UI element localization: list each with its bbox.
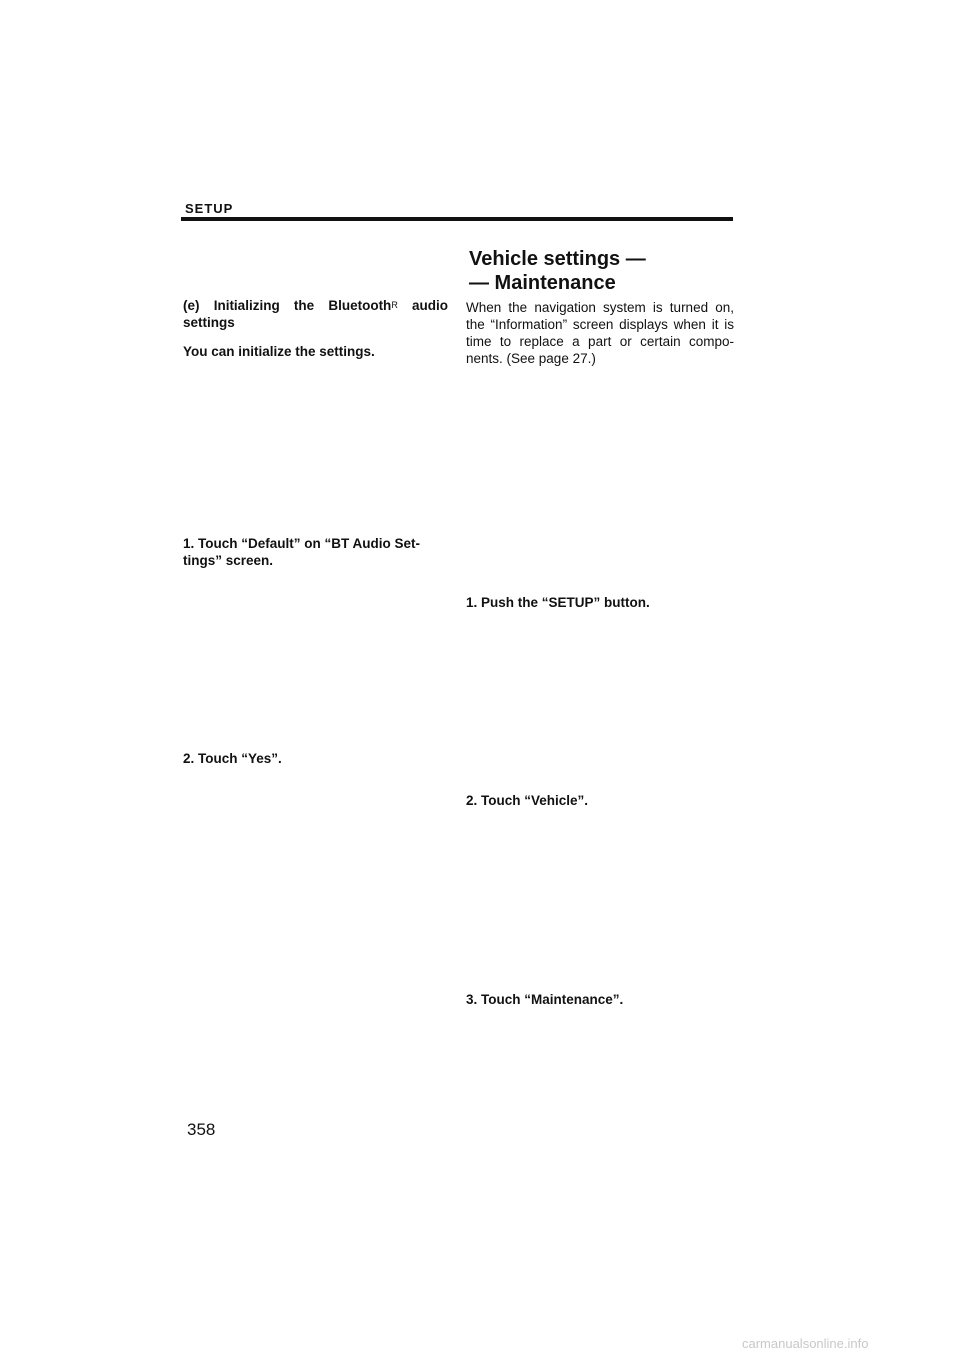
left-step-1 — [183, 535, 420, 569]
right-step-2: 2. Touch “Vehicle”. — [466, 793, 589, 808]
section-title-line-2: — Maintenance — [469, 272, 616, 294]
section-title — [469, 247, 646, 295]
left-step-1-line-2: tings” screen. — [183, 553, 274, 568]
subsection-heading-suffix: audio settings — [183, 298, 449, 330]
header-rule — [181, 217, 733, 221]
left-step-2: 2. Touch “Yes”. — [183, 751, 282, 766]
left-step-1-line-1: 1. Touch “Default” on “BT Audio Set- — [183, 536, 420, 551]
subsection-heading — [183, 297, 448, 331]
watermark: carmanualsonline.info — [742, 1336, 869, 1351]
page-number: 358 — [187, 1120, 216, 1139]
section-header-label: SETUP — [185, 201, 234, 216]
registered-mark: R — [391, 300, 398, 310]
right-step-3: 3. Touch “Maintenance”. — [466, 992, 624, 1007]
intro-text: You can initialize the settings. — [183, 344, 375, 359]
right-step-1: 1. Push the “SETUP” button. — [466, 595, 650, 610]
maintenance-paragraph: When the navigation system is turned on, the “Information” screen displays when it is time to replace a part or certain compo- nents. (See page 27.) — [466, 300, 734, 366]
section-title-line-1: Vehicle settings — — [469, 248, 646, 270]
subsection-heading-prefix: (e) Initializing the Bluetooth — [183, 298, 392, 313]
